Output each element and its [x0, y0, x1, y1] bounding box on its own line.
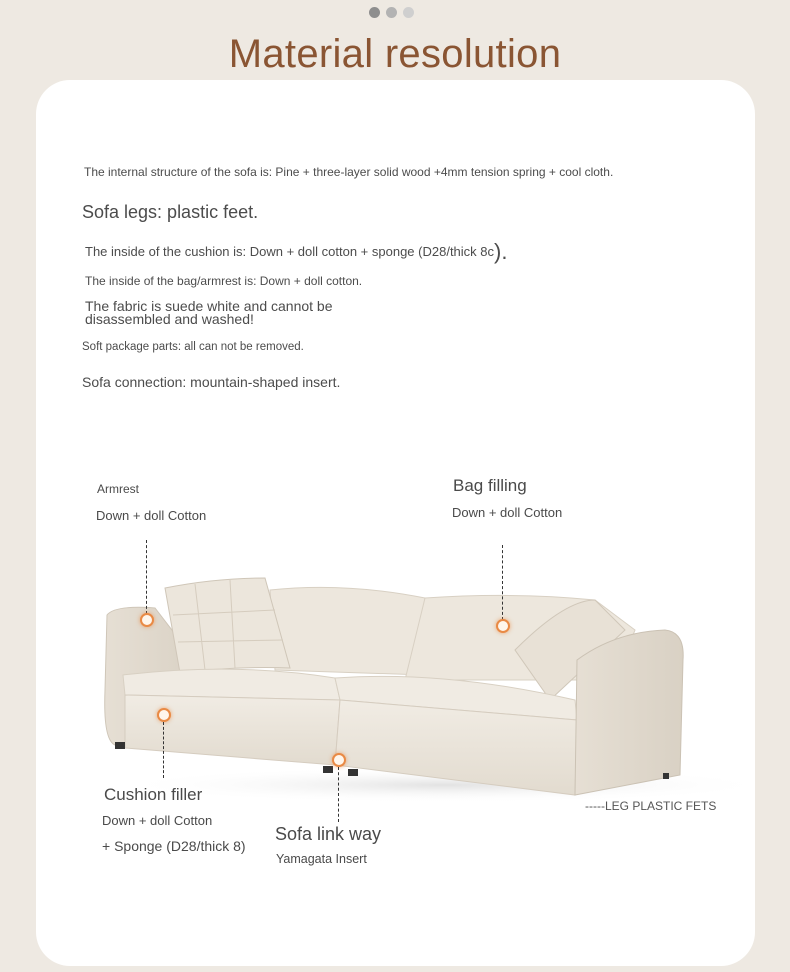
seat-front-left — [125, 695, 340, 765]
callout-bag-filling-detail: Down + doll Cotton — [452, 505, 563, 520]
callout-cushion-filler-title: Cushion filler — [104, 785, 203, 804]
leg — [323, 766, 333, 773]
leg — [348, 769, 358, 776]
callout-cushion-filler-line — [163, 722, 164, 778]
callout-bag-filling-line — [502, 545, 503, 620]
callout-sofa-link-detail: Yamagata Insert — [276, 852, 367, 866]
spec-soft-package: Soft package parts: all can not be removed. — [82, 341, 304, 353]
carousel-dot-2[interactable] — [386, 7, 397, 18]
callout-bag-filling-title: Bag filling — [453, 476, 527, 495]
callout-cushion-filler-detail-1: Down + doll Cotton — [102, 813, 213, 828]
page-title: Material resolution — [228, 32, 562, 76]
spec-cushion-text: The inside of the cushion is: Down + doll cotton + sponge (D28/thick 8c — [85, 244, 495, 259]
hotspot-sofa-link[interactable] — [332, 753, 346, 767]
hotspot-bag-filling[interactable] — [496, 619, 510, 633]
hotspot-cushion-filler[interactable] — [157, 708, 171, 722]
leg — [663, 773, 669, 779]
callout-cushion-filler-detail-2: + Sponge (D28/thick 8) — [102, 838, 246, 854]
callout-armrest-title: Armrest — [97, 482, 139, 496]
leg — [115, 742, 125, 749]
carousel-dot-3[interactable] — [403, 7, 414, 18]
carousel-dot-1[interactable] — [369, 7, 380, 18]
spec-cushion-inside — [85, 239, 507, 265]
spec-cushion-close: ). — [494, 239, 508, 264]
callout-sofa-link-line — [338, 767, 339, 822]
hotspot-armrest[interactable] — [140, 613, 154, 627]
spec-fabric: The fabric is suede white and cannot be disassembled and washed! — [85, 298, 333, 327]
callout-legs-title: LEG PLASTIC FETS — [604, 799, 717, 813]
callout-sofa-link-title: Sofa link way — [275, 824, 382, 844]
back-cushion-left — [270, 587, 425, 675]
right-armrest — [575, 630, 683, 795]
sofa-illustration — [95, 570, 755, 810]
spec-legs: Sofa legs: plastic feet. — [82, 202, 259, 222]
callout-armrest-detail: Down + doll Cotton — [96, 508, 207, 523]
callout-legs-prefix: ----- — [585, 799, 605, 813]
carousel-indicator — [369, 7, 414, 18]
spec-connection: Sofa connection: mountain-shaped insert. — [82, 374, 341, 390]
callout-legs — [585, 799, 716, 813]
spec-structure: The internal structure of the sofa is: Pine + three-layer solid wood +4mm tension spring + cool cloth. — [84, 165, 614, 179]
callout-armrest-line — [146, 540, 147, 614]
spec-bag-armrest: The inside of the bag/armrest is: Down + doll cotton. — [85, 274, 363, 288]
